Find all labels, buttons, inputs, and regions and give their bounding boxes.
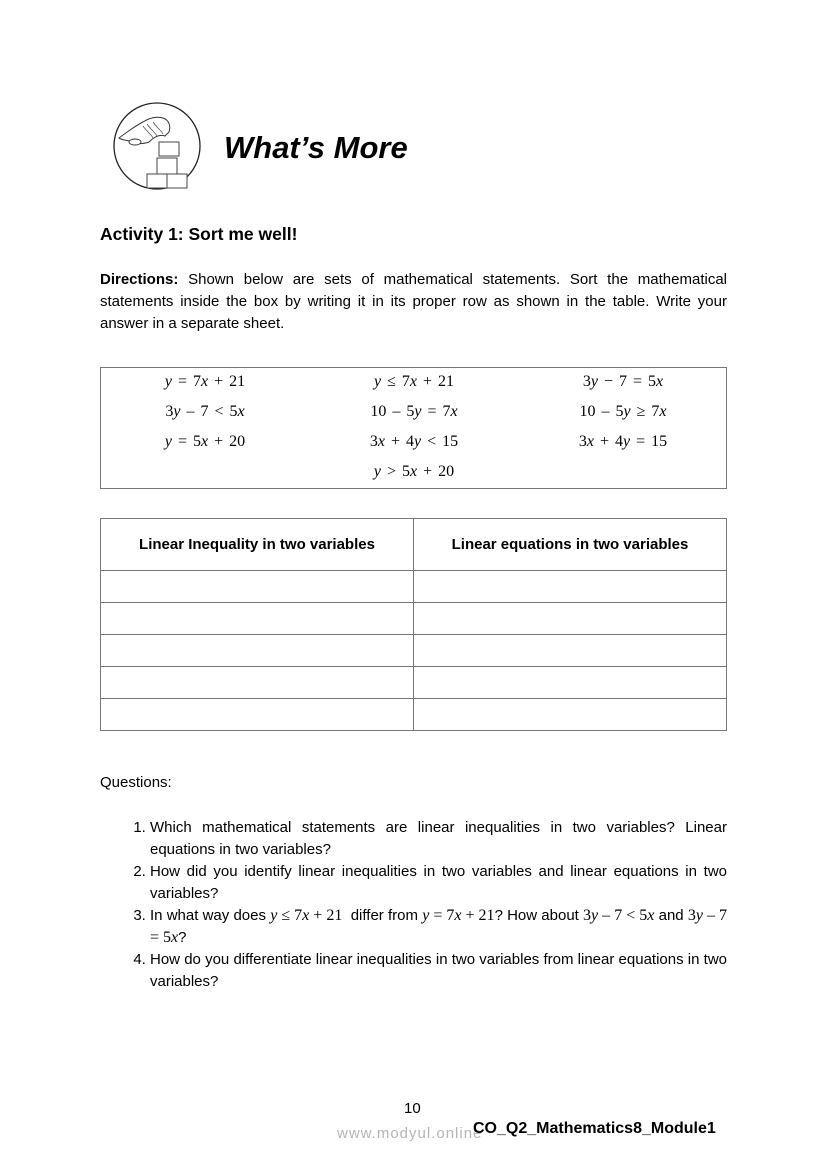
questions-list xyxy=(100,817,727,993)
answer-cell-inequality[interactable] xyxy=(101,667,414,699)
answer-cell-equation[interactable] xyxy=(414,571,727,603)
question-item: 4. How do you differentiate linear inequalities in two variables from linear equations in two variables? xyxy=(150,949,727,993)
question-text: ? xyxy=(178,929,187,946)
module-code: CO_Q2_Mathematics8_Module1 xyxy=(473,1120,716,1137)
answer-cell-inequality[interactable] xyxy=(101,699,414,731)
statement: 10 – 5y ≥ 7x xyxy=(579,403,667,420)
question-text: ? How about xyxy=(494,907,584,924)
statement: 3x + 4y = 15 xyxy=(578,433,668,450)
answer-cell-equation[interactable] xyxy=(414,667,727,699)
answer-cell-equation[interactable] xyxy=(414,699,727,731)
statement: 3y − 7 = 5x xyxy=(582,373,664,390)
sorting-table xyxy=(100,518,727,731)
answer-cell-equation[interactable] xyxy=(414,635,727,667)
statement: y = 7x + 21 xyxy=(164,373,246,390)
directions-text xyxy=(100,269,727,335)
math-expression: y ≤ 7x + 21 xyxy=(270,907,343,924)
table-row xyxy=(101,635,727,667)
table-row xyxy=(101,699,727,731)
hand-stacking-blocks-icon xyxy=(113,102,201,190)
statement: y = 5x + 20 xyxy=(164,433,246,450)
question-text: differ from xyxy=(342,907,423,924)
answer-cell-equation[interactable] xyxy=(414,603,727,635)
directions-body: Shown below are sets of mathematical statements. Sort the mathematical statements inside the box by writing it in its proper row as shown in the table. Write your answer in a separate sheet. xyxy=(100,271,727,332)
column-header-equations: Linear equations in two variables xyxy=(414,519,727,571)
column-header-inequalities: Linear Inequality in two variables xyxy=(101,519,414,571)
watermark: www.modyul.online xyxy=(337,1125,483,1142)
table-row xyxy=(101,667,727,699)
math-expression: y = 7x + 21 xyxy=(422,907,495,924)
question-item: 1. Which mathematical statements are linear inequalities in two variables? Linear equations in two variables? xyxy=(150,817,727,861)
statement: 3y – 7 < 5x xyxy=(165,403,245,420)
math-expression: 3y – 7 = 5x xyxy=(150,907,727,946)
table-header-row xyxy=(101,519,727,571)
answer-cell-inequality[interactable] xyxy=(101,635,414,667)
math-expression: 3y – 7 < 5x xyxy=(583,907,655,924)
question-text: and xyxy=(654,907,688,924)
question-item: 2. How did you identify linear inequalities in two variables and linear equations in two variables? xyxy=(150,861,727,905)
table-row xyxy=(101,571,727,603)
question-text: In what way does xyxy=(150,907,271,924)
table-row xyxy=(101,603,727,635)
page-number: 10 xyxy=(404,1100,421,1117)
activity-title: Activity 1: Sort me well! xyxy=(100,224,298,244)
answer-cell-inequality[interactable] xyxy=(101,571,414,603)
directions-label: Directions: xyxy=(100,271,179,288)
section-title: What’s More xyxy=(224,130,408,165)
questions-label: Questions: xyxy=(100,774,172,791)
statements-box xyxy=(100,367,727,489)
statement: 3x + 4y < 15 xyxy=(369,433,459,450)
statement: y ≤ 7x + 21 xyxy=(373,373,455,390)
question-item xyxy=(150,905,727,949)
answer-cell-inequality[interactable] xyxy=(101,603,414,635)
statement: y > 5x + 20 xyxy=(373,463,455,480)
statement: 10 – 5y = 7x xyxy=(370,403,458,420)
